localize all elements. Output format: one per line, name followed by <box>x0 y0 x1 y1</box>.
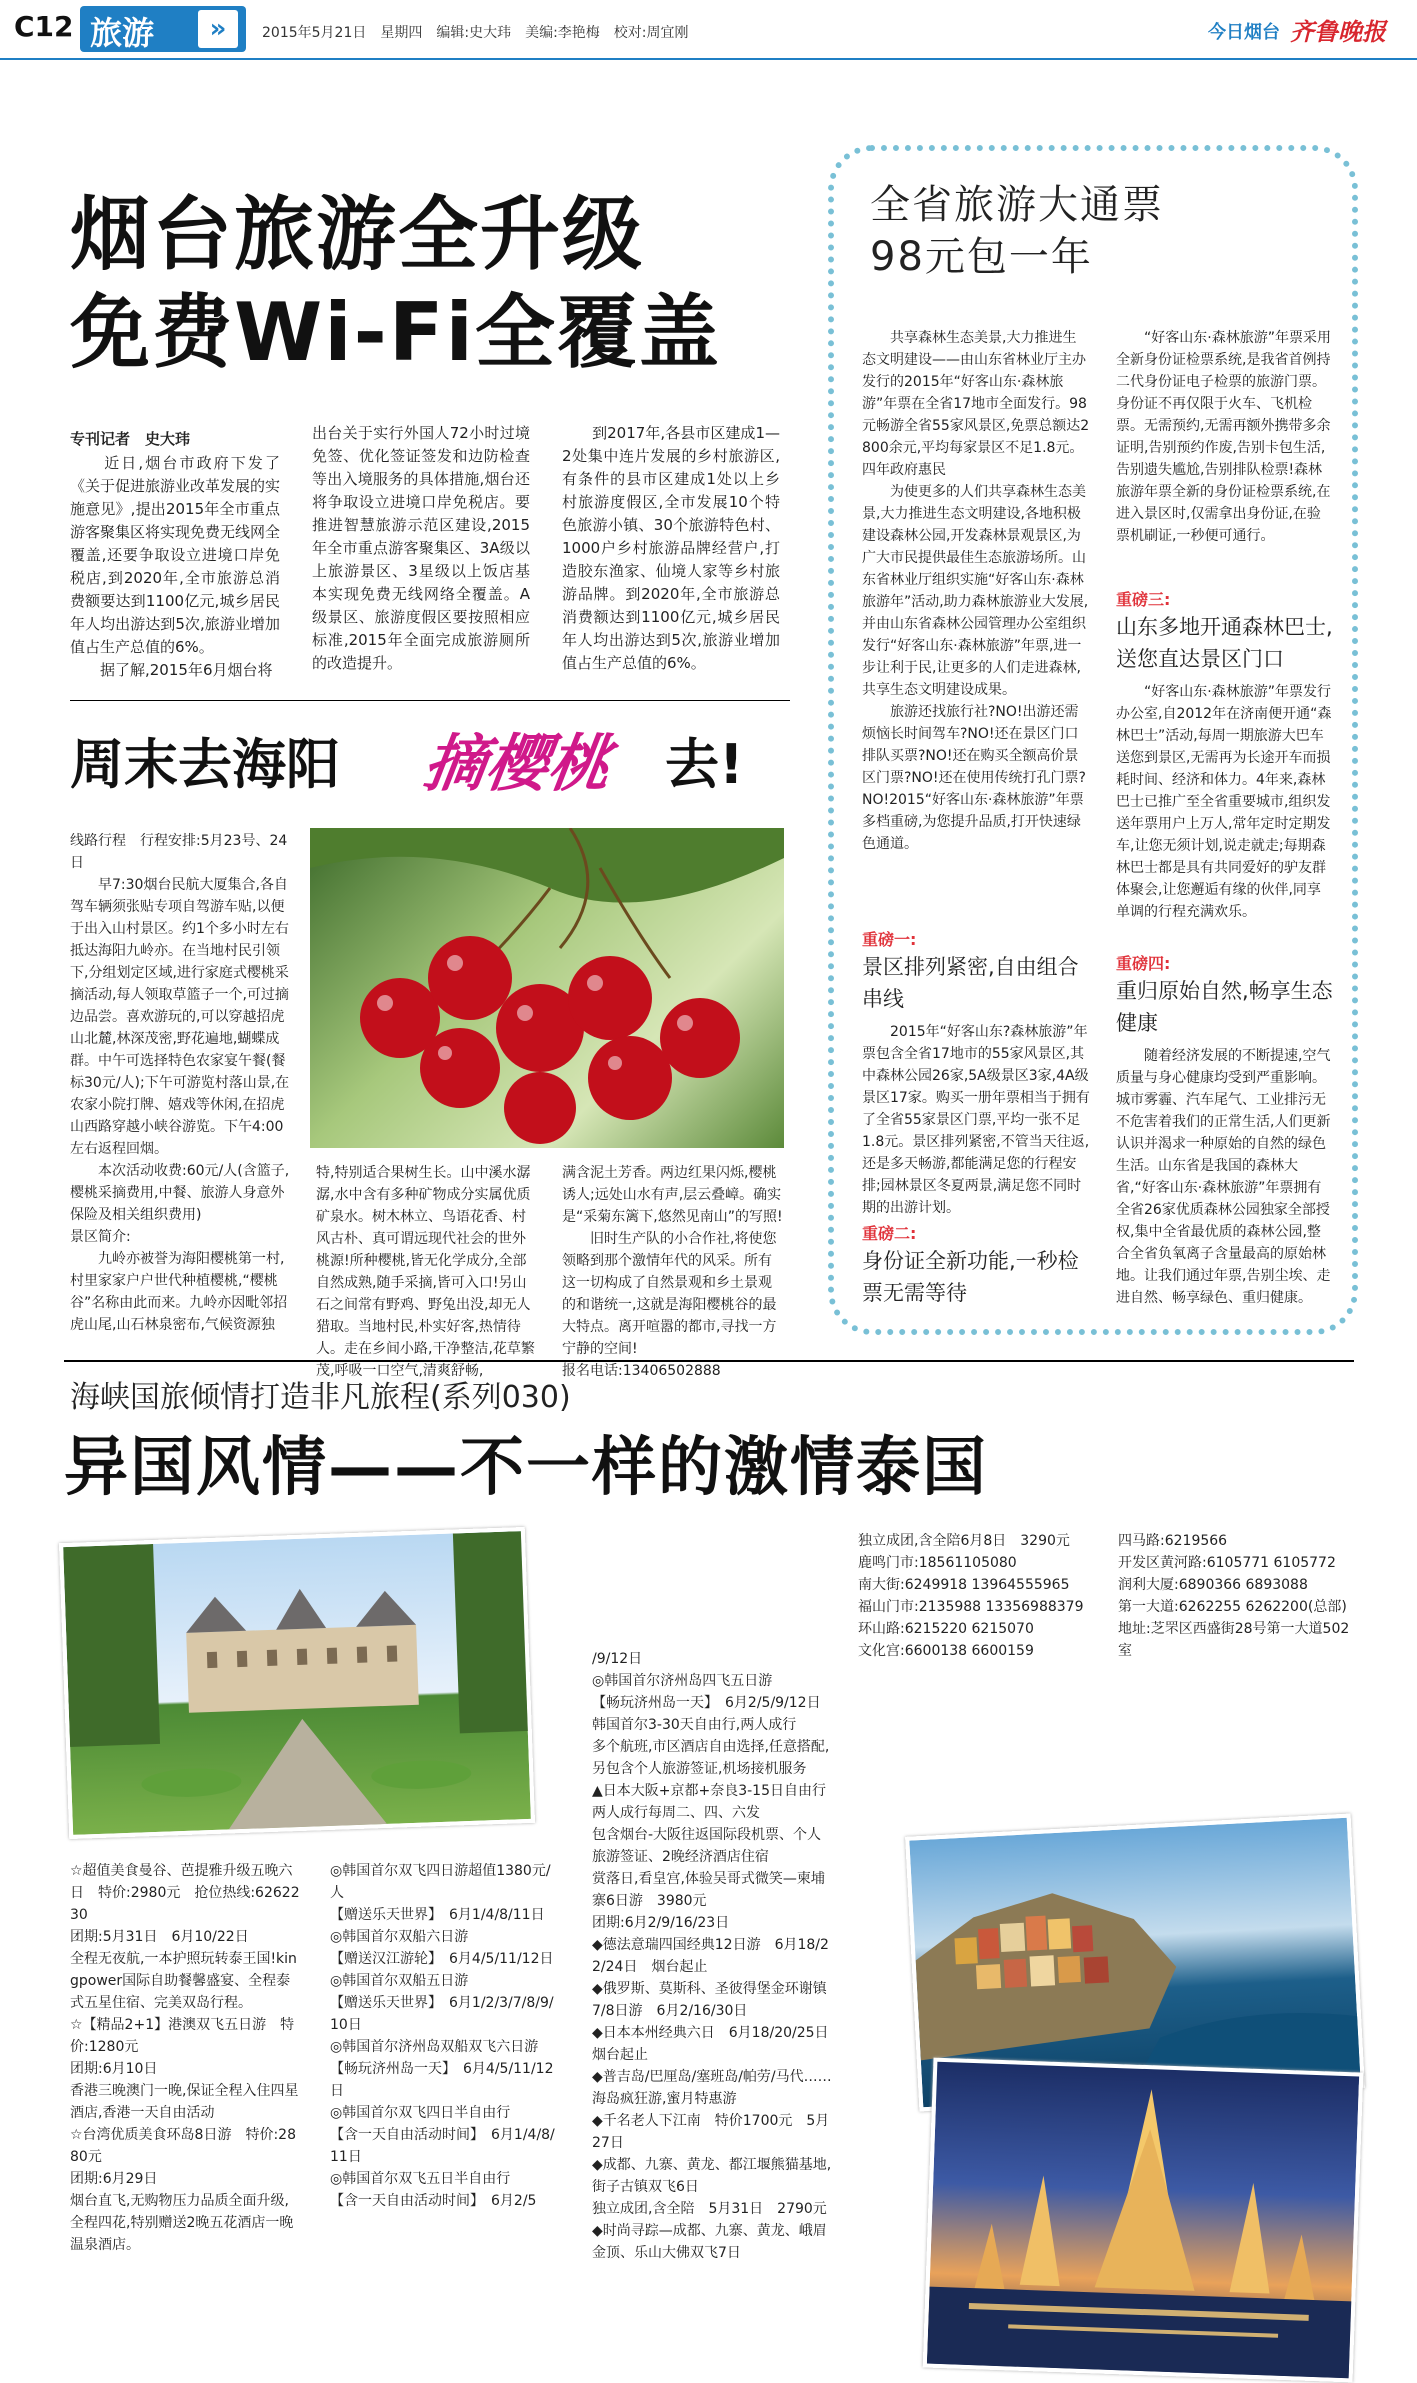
sidebar-title1: 全省旅游大通票 <box>870 182 1164 228</box>
sidebar-title2: 98元包一年 <box>870 234 1093 280</box>
sidebar-tag: 重磅四: <box>1116 954 1171 973</box>
article-column: 近日,烟台市政府下发了《关于促进旅游业改革发展的实施意见》,提出2015年全市重点游客聚集区将实现免费无线网全覆盖,还要争取设立进境口岸免税店,到2020年,全市旅游总消费额要达到1100亿元,城乡居民年人均出游达到5次,旅游业增加值占生产总值的6%。 据了解,2015年6月烟台将 <box>70 454 281 679</box>
headline-part-a: 周末去海阳 <box>70 733 340 796</box>
article-thailand <box>0 1360 1417 2383</box>
sidebar-tag: 重磅一: <box>862 930 917 949</box>
contact-list: 独立成团,含全陪6月8日 3290元 鹿鸣门市:18561105080 南大街:6249918 13964555965 福山门市:2135988 13356988379 环山路:6215220 6215070 文化宫:6600138 6600159 <box>858 1533 1084 1659</box>
article-column: 满含泥土芳香。两边红果闪烁,樱桃诱人;远处山水有声,层云叠嶂。确实是“采菊东篱下,悠然见南山”的写照! 旧时生产队的小合作社,将使您领略到那个激情年代的风采。所有这一切构成了自然景观和乡土景观的和谐统一,这就是海阳樱桃谷的最大特点。离开喧嚣的都市,寻找一方宁静的空间! 报名电话:13406502888 <box>562 1165 783 1379</box>
sidebar-column: 2015年“好客山东?森林旅游”年票包含全省17地市的55家风景区,其中森林公园26家,5A级景区3家,4A级景区17家。购买一册年票相当于拥有了全省55家景区门票,平均一张不足1.8元。景区排列紧密,不管当天往返,还是多天畅游,都能满足您的行程安排;园林景区冬夏两景,满足您不同时期的出游计划。 <box>862 1024 1090 1216</box>
section-chevron-icon: » <box>198 10 238 48</box>
article-column: 到2017年,各县市区建成1—2处集中连片发展的乡村旅游区,有条件的县市区建成1处以上乡村旅游度假区,全市发展10个特色旅游小镇、30个旅游特色村、1000户乡村旅游品牌经营户,打造胶东渔家、仙境人家等乡村旅游品牌。到2020年,全市旅游总消费额达到1100亿元,城乡居民年人均出游达到5次,旅游业增加值占生产总值的6%。 <box>562 424 780 672</box>
temple-illustration <box>927 2062 1364 2383</box>
brand-label: 今日烟台 <box>1208 22 1280 43</box>
article-column: 出台关于实行外国人72小时过境免签、优化签证签发和边防检查等出入境服务的具体措施,烟台还将争取设立进境口岸免税店。要推进智慧旅游示范区建设,2015年全市重点游客聚集区、3A级以上旅游景区、3星级以上饭店基本实现免费无线网络全覆盖。A级景区、旅游度假区要按照相应标准,2015年全面完成旅游厕所的改造提升。 <box>312 424 530 672</box>
page-header <box>0 0 1417 60</box>
contact-list: 四马路:6219566 开发区黄河路:6105771 6105772 润利大厦:6890366 6893088 第一大道:6262255 6262200(总部) 地址:芝罘区西盛街28号第一大道502室 <box>1118 1533 1350 1659</box>
sidebar-column: 共享森林生态美景,大力推进生态文明建设——由山东省林业厅主办发行的2015年“好客山东·森林旅游”年票在全省17地市全面发行。98元畅游全省55家风景区,免票总额达2800余元,平均每家景区不足1.8元。 四年政府惠民 为使更多的人们共享森林生态美景,大力推进生态文明建设,各地积极建设森林公园,开发森林景观景区,为广大市民提供最佳生态旅游场所。山东省林业厅组织实施“好客山东·森林旅游年”活动,助力森林旅游业大发展,并由山东省森林公园管理办公室组织发行“好客山东·森林旅游”年票,进一步让利于民,让更多的人们走进森林,共享生态文明建设成果。 旅游还找旅行社?NO!出游还需烦恼长时间驾车?NO!还在景区门口排队买票?NO!还在购买全额高价景区门票?NO!还在使用传统打孔门票?NO!2015“好客山东·森林旅游”年票多档重磅,为您提升品质,打开快速绿色通道。 <box>862 330 1090 852</box>
issue-info: 2015年5月21日 星期四 编辑:史大玮 美编:李艳梅 校对:周宜刚 <box>262 25 689 41</box>
sidebar-subtitle: 景区排列紧密,自由组合串线 <box>862 955 1079 1011</box>
castle-photo <box>59 1527 535 1839</box>
sidebar-column: “好客山东·森林旅游”年票发行办公室,自2012年在济南便开通“森林巴士”活动,每周一期旅游大巴车送您到景区,无需再为长途开车而损耗时间、经济和体力。4年来,森林巴士已推广至全省重要城市,组织发送年票用户上万人,常年定时定期发车,让您无须计划,说走就走;每期森林巴士都是具有共同爱好的驴友群体聚会,让您邂逅有缘的伙伴,同享单调的行程充满欢乐。 <box>1116 684 1332 920</box>
sidebar-ticket-box <box>828 145 1358 1335</box>
cherry-photo <box>310 828 784 1148</box>
sidebar-column: 随着经济发展的不断提速,空气质量与身心健康均受到严重影响。城市雾霾、汽车尾气、工业排污无不危害着我们的正常生活,人们更新认识并渴求一种原始的自然的绿色生活。山东省是我国的森林大省,“好客山东·森林旅游”年票拥有全省26家优质森林公园独家全部授权,集中全省最优质的森林公园,整合全省负氧离子含量最高的原始林地。让我们通过年票,告别尘埃、走进自然、畅享绿色、重归健康。 <box>1116 1048 1331 1306</box>
divider <box>64 1360 1354 1362</box>
headline-line1: 烟台旅游全升级 <box>70 188 644 281</box>
newspaper-logo: 齐鲁晚报 <box>1290 17 1386 46</box>
headline-part-c: 去! <box>665 733 744 796</box>
sidebar-column: “好客山东·森林旅游”年票采用全新身份证检票系统,是我省首例持二代身份证电子检票的旅游门票。身份证不再仅限于火车、飞机检票。无需预约,无需再额外携带多余证明,告别预约作废,告别卡包生活,告别遗失尴尬,告别排队检票!森林旅游年票全新的身份证检票系统,在进入景区时,仅需拿出身份证,在验票机刷证,一秒便可通行。 <box>1116 330 1331 544</box>
sidebar-subtitle: 身份证全新功能,一秒检票无需等待 <box>862 1249 1079 1305</box>
byline: 专刊记者 史大玮 <box>70 430 191 448</box>
article-wifi <box>0 140 820 700</box>
headline-highlight: 摘樱桃 <box>419 727 616 800</box>
temple-photo <box>923 2058 1364 2383</box>
sidebar-subtitle: 重归原始自然,畅享生态健康 <box>1116 979 1333 1035</box>
article-cherry <box>0 700 820 1379</box>
tour-column: ◎韩国首尔双飞四日游超值1380元/人 【赠送乐天世界】 6月1/4/8/11日 ◎韩国首尔双船六日游 【赠送汉江游轮】 6月4/5/11/12日 ◎韩国首尔双船五日游 【赠送乐天世界】 6月1/2/3/7/8/9/10日 ◎韩国首尔济州岛双船双飞六日游 【畅玩济州岛一天】 6月4/5/11/12日 ◎韩国首尔双飞四日半自由行 【含一天自由活动时间】 6月1/4/8/11日 ◎韩国首尔双飞五日半自由行 【含一天自由活动时间】 6月2/5 <box>330 1863 555 2209</box>
tour-column: ☆超值美食曼谷、芭提雅升级五晚六日 特价:2980元 抢位热线:6262230 团期:5月31日 6月10/22日 全程无夜航,一本护照玩转泰王国!kingpower国际自助餐馨盛宴、全程泰式五星住宿、完美双岛行程。 ☆【精品2+1】港澳双飞五日游 特价:1280元 团期:6月10日 香港三晚澳门一晚,保证全程入住四星酒店,香港一天自由活动 ☆台湾优质美食环岛8日游 特价:2880元 团期:6月29日 烟台直飞,无购物压力品质全面升级,全程四花,特别赠送2晚五花酒店一晚温泉酒店。 <box>70 1863 300 2253</box>
sidebar-tag: 重磅二: <box>862 1224 917 1243</box>
divider <box>70 700 790 701</box>
tour-column: /9/12日 ◎韩国首尔济州岛四飞五日游 【畅玩济州岛一天】 6月2/5/9/12日 韩国首尔3-30天自由行,两人成行 多个航班,市区酒店自由选择,任意搭配,另包含个人旅游签证,机场接机服务 ▲日本大阪+京都+奈良3-15日自由行两人成行每周二、四、六发 包含烟台-大阪往返国际段机票、个人旅游签证、2晚经济酒店住宿 赏落日,看皇宫,体验吴哥式微笑—柬埔寨6日游 3980元 团期:6月2/9/16/23日 ◆德法意瑞四国经典12日游 6月18/22/24日 烟台起止 ◆俄罗斯、莫斯科、圣彼得堡金环谢镇7/8日游 6月2/16/30日 ◆日本本州经典六日 6月18/20/25日 烟台起止 ◆普吉岛/巴厘岛/塞班岛/帕劳/马代……海岛疯狂游,蜜月特惠游 ◆千名老人下江南 特价1700元 5月27日 ◆成都、九寨、黄龙、都江堰熊猫基地,街子古镇双飞6日 独立成团,含全陪 5月31日 2790元 ◆时尚寻踪—成都、九寨、黄龙、峨眉金顶、乐山大佛双飞7日 <box>592 1651 832 2261</box>
section-badge <box>80 6 246 52</box>
header-rule <box>0 58 1417 60</box>
cherry-illustration <box>310 828 784 1148</box>
kicker: 海峡国旅倾情打造非凡旅程(系列030) <box>70 1380 571 1415</box>
article-column: 特,特别适合果树生长。山中溪水潺潺,水中含有多种矿物成分实属优质矿泉水。树木林立、鸟语花香、村风古朴、真可谓远现代社会的世外桃源!所种樱桃,皆无化学成分,全部自然成熟,随手采摘,皆可入口!另山石之间常有野鸡、野兔出没,却无人猎取。当地村民,朴实好客,热情待人。走在乡间小路,干净整洁,花草繁茂,呼吸一口空气,清爽舒畅, <box>316 1165 535 1379</box>
section-title: 旅游 <box>90 14 155 52</box>
headline: 异国风情——不一样的激情泰国 <box>64 1431 988 1505</box>
page-number: C12 <box>14 10 74 43</box>
article-column: 线路行程 行程安排:5月23号、24日 早7:30烟台民航大厦集合,各自驾车辆须张贴专项自驾游车贴,以便于出入山村景区。约1个多小时左右抵达海阳九岭亦。在当地村民引领下,分组划定区域,进行家庭式樱桃采摘活动,每人领取草篮子一个,可过摘边品尝。喜欢游玩的,可以穿越招虎山北麓,林深茂密,野花遍地,蝴蝶成群。中午可选择特色农家宴午餐(餐标30元/人);下午可游览村落山景,在农家小院打牌、嬉戏等休闲,在招虎山西路穿越小峡谷游览。下午4:00左右返程回烟。 本次活动收费:60元/人(含篮子,樱桃采摘费用,中餐、旅游人身意外保险及相关组织费用) 景区简介: 九岭亦被誉为海阳樱桃第一村,村里家家户户世代种植樱桃,“樱桃谷”名称由此而来。九岭亦因毗邻招虎山尾,山石林泉密布,气候资源独 <box>70 833 290 1333</box>
castle-illustration <box>63 1531 535 1839</box>
sidebar-tag: 重磅三: <box>1116 590 1171 609</box>
headline-line2: 免费Wi-Fi全覆盖 <box>70 286 721 379</box>
sidebar-subtitle: 山东多地开通森林巴士,送您直达景区门口 <box>1116 615 1333 671</box>
